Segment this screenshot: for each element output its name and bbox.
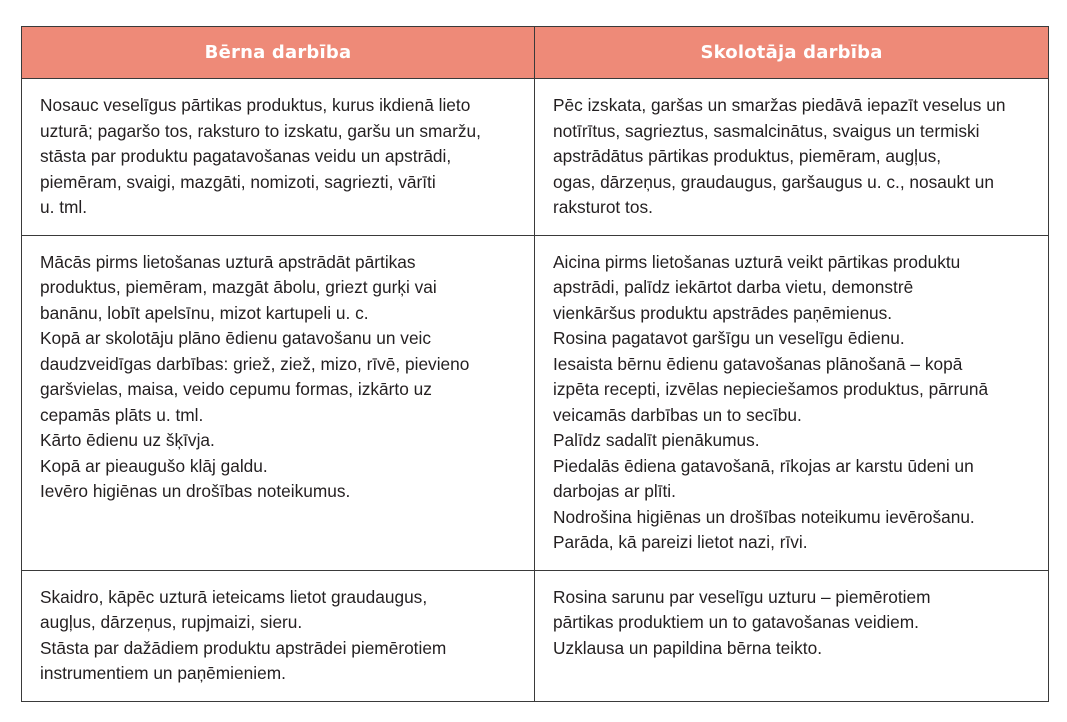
text-line: Palīdz sadalīt pienākumus. bbox=[553, 430, 760, 450]
text-line: Kārto ēdienu uz šķīvja. bbox=[40, 430, 215, 450]
cell-child-activity bbox=[22, 235, 535, 570]
header-child-activity: Bērna darbība bbox=[22, 27, 535, 79]
cell-teacher-activity bbox=[535, 235, 1049, 570]
text-line: cepamās plāts u. tml. bbox=[40, 404, 204, 425]
cell-child-activity bbox=[22, 79, 535, 236]
text-line: Skaidro, kāpēc uzturā ieteicams lietot graudaugus, bbox=[40, 586, 428, 607]
table-row bbox=[22, 570, 1049, 701]
text-line: Aicina pirms lietošanas uzturā veikt pārtikas produktu bbox=[553, 251, 961, 272]
text-line: uzturā; pagaršo tos, raksturo to izskatu, garšu un smaržu, bbox=[40, 120, 481, 141]
text-line: apstrādi, palīdz iekārtot darba vietu, demonstrē bbox=[553, 277, 914, 297]
text-line: Kopā ar skolotāju plāno ēdienu gatavošanu un veic bbox=[40, 328, 432, 348]
text-line: Parāda, kā pareizi lietot nazi, rīvi. bbox=[553, 532, 808, 552]
text-line: Nosauc veselīgus pārtikas produktus, kurus ikdienā lieto bbox=[40, 95, 471, 115]
text-line: pārtikas produktiem un to gatavošanas veidiem. bbox=[553, 612, 919, 632]
text-line: produktus, piemēram, mazgāt ābolu, griezt gurķi vai bbox=[40, 277, 437, 297]
text-line: u. tml. bbox=[40, 197, 88, 217]
text-line: stāsta par produktu pagatavošanas veidu un apstrādi, bbox=[40, 146, 452, 166]
text-line: veicamās darbības un to secību. bbox=[553, 404, 802, 425]
text-line: Pēc izskata, garšas un smaržas piedāvā iepazīt veselus un bbox=[553, 95, 1006, 115]
text-line: izpēta recepti, izvēlas nepieciešamos produktus, pārrunā bbox=[553, 379, 989, 399]
header-row bbox=[22, 27, 1049, 79]
text-line: Iesaista bērnu ēdienu gatavošanas plānošanā – kopā bbox=[553, 353, 963, 374]
text-line: augļus, dārzeņus, rupjmaizi, sieru. bbox=[40, 612, 303, 632]
text-line: darbojas ar plīti. bbox=[553, 481, 676, 501]
text-line: Nodrošina higiēnas un drošības noteikumu ievērošanu. bbox=[553, 506, 975, 527]
text-line: Rosina pagatavot garšīgu un veselīgu ēdienu. bbox=[553, 328, 905, 348]
text-line: garšvielas, maisa, veido cepumu formas, izkārto uz bbox=[40, 379, 432, 399]
activities-table bbox=[21, 26, 1049, 702]
text-line: piemēram, svaigi, mazgāti, nomizoti, sagriezti, vārīti bbox=[40, 171, 436, 192]
text-line: notīrītus, sagrieztus, sasmalcinātus, svaigus un termiski bbox=[553, 120, 980, 141]
cell-teacher-activity bbox=[535, 79, 1049, 236]
text-line: Uzklausa un papildina bērna teikto. bbox=[553, 637, 822, 658]
header-teacher-activity: Skolotāja darbība bbox=[535, 27, 1049, 79]
text-line: vienkāršus produktu apstrādes paņēmienus. bbox=[553, 302, 893, 323]
text-line: apstrādātus pārtikas produktus, piemēram, augļus, bbox=[553, 146, 942, 166]
text-line: banānu, lobīt apelsīnu, mizot kartupeli u. c. bbox=[40, 302, 369, 323]
text-line: daudzveidīgas darbības: griež, ziež, mizo, rīvē, pievieno bbox=[40, 353, 470, 374]
cell-child-activity bbox=[22, 570, 535, 701]
text-line: Piedalās ēdiena gatavošanā, rīkojas ar karstu ūdeni un bbox=[553, 455, 974, 476]
text-line: Ievēro higiēnas un drošības noteikumus. bbox=[40, 481, 351, 501]
text-line: Stāsta par dažādiem produktu apstrādei piemērotiem bbox=[40, 637, 447, 658]
text-line: Kopā ar pieaugušo klāj galdu. bbox=[40, 455, 268, 476]
cell-teacher-activity bbox=[535, 570, 1049, 701]
table-row bbox=[22, 79, 1049, 236]
table-row bbox=[22, 235, 1049, 570]
text-line: raksturot tos. bbox=[553, 197, 653, 217]
text-line: Mācās pirms lietošanas uzturā apstrādāt pārtikas bbox=[40, 251, 416, 272]
text-line: Rosina sarunu par veselīgu uzturu – piemērotiem bbox=[553, 586, 931, 607]
text-line: instrumentiem un paņēmieniem. bbox=[40, 663, 286, 683]
text-line: ogas, dārzeņus, graudaugus, garšaugus u. c., nosaukt un bbox=[553, 171, 994, 192]
